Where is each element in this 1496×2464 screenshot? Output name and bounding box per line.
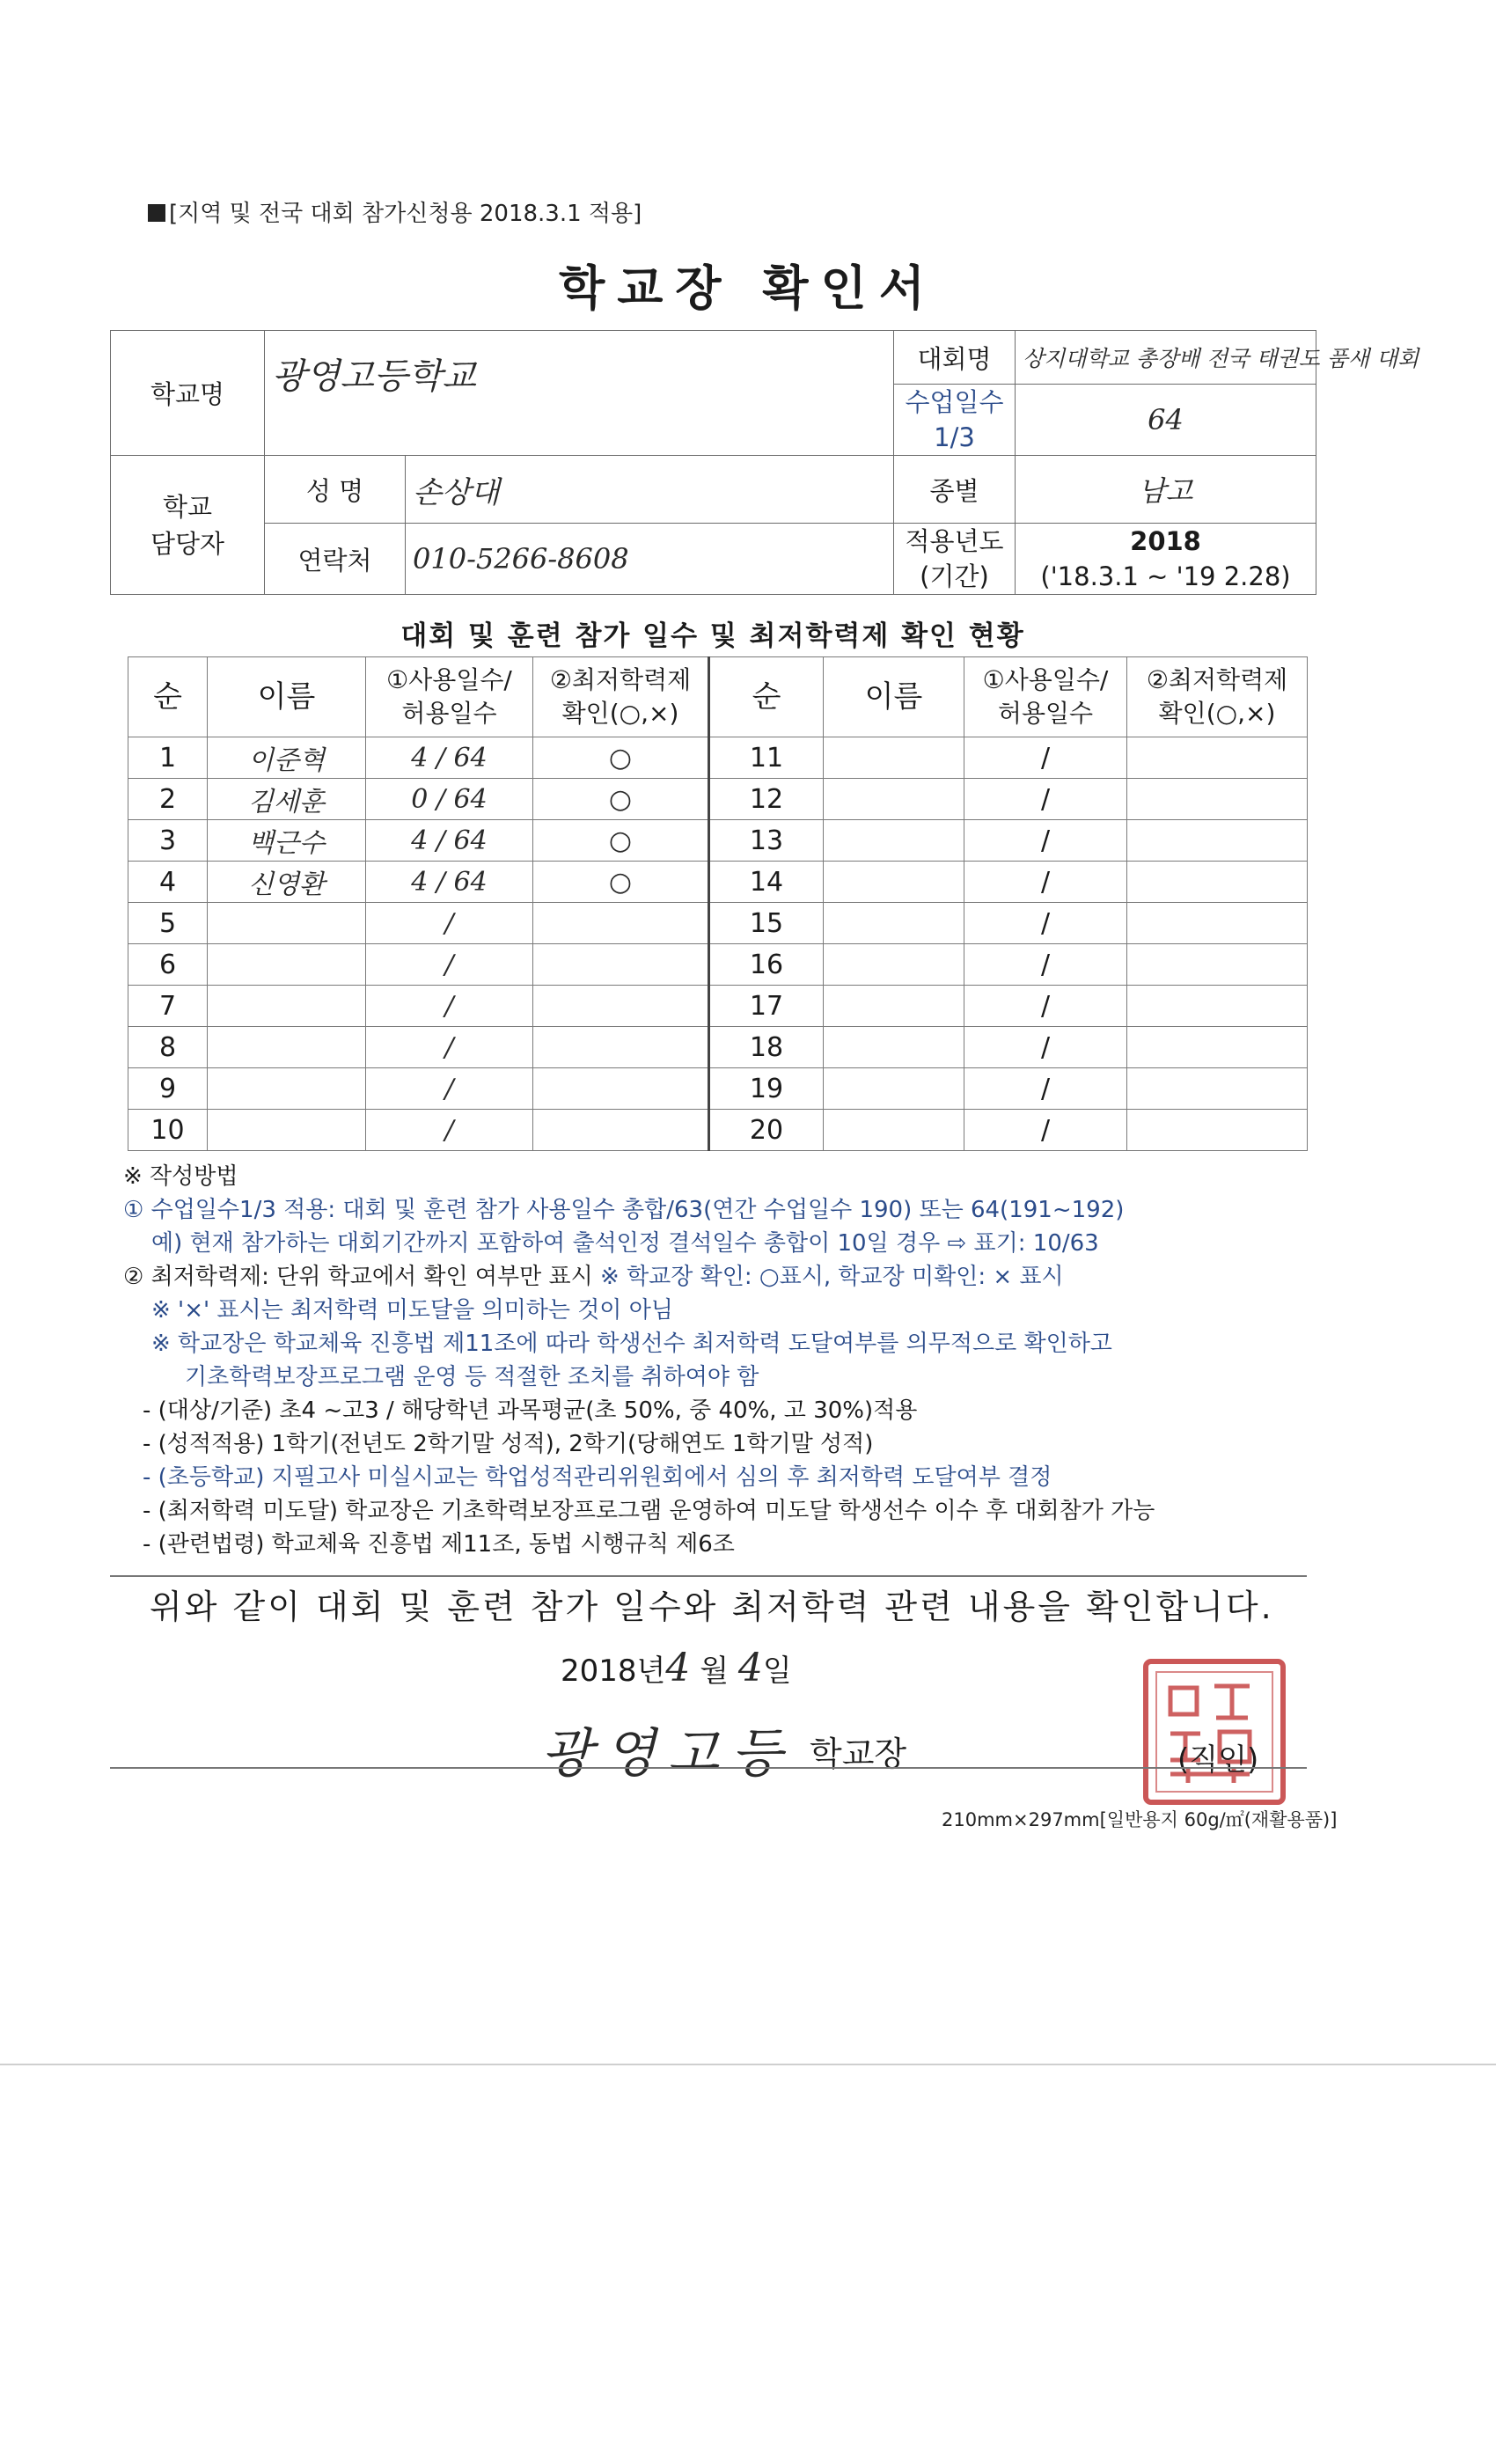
row-number: 1 bbox=[128, 737, 208, 779]
days-used: 4 / 64 bbox=[366, 737, 533, 779]
row-number: 10 bbox=[128, 1110, 208, 1151]
days-used: / bbox=[366, 986, 533, 1027]
col-header-no-right: 순 bbox=[709, 657, 824, 737]
contact-value: 010-5266-8608 bbox=[413, 542, 629, 576]
row-number: 19 bbox=[709, 1068, 824, 1110]
date-year: 2018년 bbox=[561, 1654, 666, 1689]
student-name bbox=[824, 737, 964, 779]
table-row bbox=[128, 986, 1308, 1027]
row-number: 18 bbox=[709, 1027, 824, 1068]
note-1a: ① 수업일수1/3 적용: 대회 및 훈련 참가 사용일수 총합/63(연간 수업일수 190) 또는 64(191~192) bbox=[123, 1197, 1125, 1223]
manager-label-line1: 학교 bbox=[162, 491, 213, 522]
student-name bbox=[208, 1068, 366, 1110]
col-header-days-right bbox=[964, 657, 1127, 737]
detail-3: - (초등학교) 지필고사 미실시교는 학업성적관리위원회에서 심의 후 최저학력 도달여부 결정 bbox=[143, 1464, 1052, 1491]
header-note bbox=[148, 195, 642, 228]
row-number: 13 bbox=[709, 820, 824, 862]
table-row bbox=[128, 1027, 1308, 1068]
row-number: 5 bbox=[128, 903, 208, 944]
row-number: 4 bbox=[128, 862, 208, 903]
days-used: / bbox=[366, 903, 533, 944]
competition-value: 상지대학교 총장배 전국 태권도 품새 대회 bbox=[1023, 346, 1419, 371]
days-used: / bbox=[964, 1068, 1127, 1110]
category-label: 종별 bbox=[894, 456, 1016, 524]
col-header-days-right-line1: ①사용일수/ bbox=[982, 665, 1109, 694]
student-name bbox=[824, 944, 964, 986]
student-name bbox=[208, 1110, 366, 1151]
row-number: 16 bbox=[709, 944, 824, 986]
class-days-cell bbox=[1016, 385, 1316, 456]
student-name bbox=[824, 820, 964, 862]
divider bbox=[110, 1575, 1307, 1577]
table-row bbox=[128, 944, 1308, 986]
student-name bbox=[824, 1110, 964, 1151]
row-number: 3 bbox=[128, 820, 208, 862]
header-note-text: [지역 및 전국 대회 참가신청용 2018.3.1 적용] bbox=[169, 201, 642, 227]
table-row bbox=[128, 820, 1308, 862]
year-cell bbox=[1016, 524, 1316, 595]
student-name: 이준혁 bbox=[208, 737, 366, 779]
min-academic-check bbox=[533, 1068, 709, 1110]
detail-4: - (최저학력 미도달) 학교장은 기초학력보장프로그램 운영하여 미도달 학생선수 이수 후 대회참가 가능 bbox=[143, 1498, 1155, 1524]
student-name bbox=[208, 1027, 366, 1068]
min-academic-check bbox=[1127, 1027, 1308, 1068]
manager-label-line2: 담당자 bbox=[150, 528, 225, 559]
row-number: 17 bbox=[709, 986, 824, 1027]
col-header-name-right: 이름 bbox=[824, 657, 964, 737]
days-used: / bbox=[964, 1027, 1127, 1068]
min-academic-check bbox=[533, 1027, 709, 1068]
row-number: 14 bbox=[709, 862, 824, 903]
days-used: / bbox=[964, 986, 1127, 1027]
days-used: / bbox=[964, 944, 1127, 986]
year-label bbox=[894, 524, 1016, 595]
col-header-days-line2: 허용일수 bbox=[401, 699, 497, 728]
school-label: 학교명 bbox=[111, 331, 265, 456]
row-number: 2 bbox=[128, 779, 208, 820]
min-academic-check bbox=[533, 944, 709, 986]
scan-edge bbox=[0, 2064, 1496, 2065]
student-name bbox=[824, 903, 964, 944]
document-title: 학교장 확인서 bbox=[559, 260, 937, 316]
student-name: 신영환 bbox=[208, 862, 366, 903]
detail-1: - (대상/기준) 초4 ~고3 / 해당학년 과목평균(초 50%, 중 40%, 고 30%)적용 bbox=[143, 1397, 918, 1424]
name-value: 손상대 bbox=[413, 474, 500, 510]
col-header-min-right-line2: 확인(○,×) bbox=[1158, 699, 1276, 728]
col-header-min-line2: 확인(○,×) bbox=[561, 699, 679, 728]
class-days-label bbox=[894, 385, 1016, 456]
min-academic-check bbox=[1127, 1110, 1308, 1151]
official-seal-stamp bbox=[1135, 1653, 1294, 1811]
date-day: 4 bbox=[737, 1646, 763, 1690]
days-used: / bbox=[964, 903, 1127, 944]
col-header-days bbox=[366, 657, 533, 737]
table-row bbox=[128, 1068, 1308, 1110]
note-2b: ※ 학교장 확인: ○표시, 학교장 미확인: × 표시 bbox=[600, 1264, 1064, 1290]
col-header-min-right-line1: ②최저학력제 bbox=[1146, 665, 1288, 694]
name-cell bbox=[406, 456, 894, 524]
note-2 bbox=[123, 1260, 1373, 1294]
row-number: 15 bbox=[709, 903, 824, 944]
section-title: 대회 및 훈련 참가 일수 및 최저학력제 확인 현황 bbox=[400, 620, 1025, 652]
min-academic-check bbox=[533, 1110, 709, 1151]
min-academic-check bbox=[1127, 944, 1308, 986]
contact-cell bbox=[406, 524, 894, 595]
days-used: / bbox=[964, 737, 1127, 779]
days-used: / bbox=[366, 1110, 533, 1151]
note-1b: 예) 현재 참가하는 대회기간까지 포함하여 출석인정 결석일수 총합이 10일 경우 ⇨ 표기: 10/63 bbox=[151, 1230, 1099, 1257]
table-row bbox=[128, 737, 1308, 779]
min-academic-check: ○ bbox=[533, 862, 709, 903]
notes-heading: ※ 작성방법 bbox=[123, 1163, 238, 1190]
student-name: 김세훈 bbox=[208, 779, 366, 820]
col-header-name: 이름 bbox=[208, 657, 366, 737]
name-label: 성 명 bbox=[265, 456, 406, 524]
row-number: 9 bbox=[128, 1068, 208, 1110]
min-academic-check bbox=[1127, 862, 1308, 903]
min-academic-check: ○ bbox=[533, 737, 709, 779]
min-academic-check: ○ bbox=[533, 820, 709, 862]
row-number: 6 bbox=[128, 944, 208, 986]
contact-label: 연락처 bbox=[265, 524, 406, 595]
days-used: / bbox=[964, 862, 1127, 903]
detail-5: - (관련법령) 학교체육 진흥법 제11조, 동법 시행규칙 제6조 bbox=[143, 1531, 735, 1558]
row-number: 8 bbox=[128, 1027, 208, 1068]
info-table bbox=[110, 330, 1419, 595]
class-days-fraction: 1/3 bbox=[934, 422, 975, 452]
year-value: 2018 bbox=[1130, 526, 1201, 556]
note-2a: ② 최저학력제: 단위 학교에서 확인 여부만 표시 bbox=[123, 1264, 593, 1290]
min-academic-check bbox=[1127, 903, 1308, 944]
table-row bbox=[128, 903, 1308, 944]
min-academic-check bbox=[1127, 986, 1308, 1027]
confirmation-date bbox=[561, 1646, 792, 1690]
student-name bbox=[824, 1027, 964, 1068]
year-label-sub: (기간) bbox=[920, 561, 989, 591]
days-used: / bbox=[964, 1110, 1127, 1151]
school-cell bbox=[265, 331, 894, 456]
paper-spec-footer: 210mm×297mm[일반용지 60g/㎡(재활용품)] bbox=[942, 1809, 1338, 1830]
days-used: 4 / 64 bbox=[366, 820, 533, 862]
competition-cell bbox=[1016, 331, 1419, 385]
date-day-unit: 일 bbox=[762, 1654, 792, 1689]
col-header-days-right-line2: 허용일수 bbox=[997, 699, 1094, 728]
student-name bbox=[824, 862, 964, 903]
handwritten-school-signature: 광영고등 bbox=[541, 1723, 795, 1785]
category-value: 남고 bbox=[1138, 474, 1193, 508]
student-name bbox=[824, 986, 964, 1027]
seal-label: (직인) bbox=[1177, 1742, 1259, 1778]
bottom-rule bbox=[110, 1767, 1307, 1769]
min-academic-check: ○ bbox=[533, 779, 709, 820]
row-number: 12 bbox=[709, 779, 824, 820]
days-used: / bbox=[964, 820, 1127, 862]
min-academic-check bbox=[533, 986, 709, 1027]
col-header-no: 순 bbox=[128, 657, 208, 737]
student-name bbox=[208, 986, 366, 1027]
student-name bbox=[208, 903, 366, 944]
days-used: / bbox=[366, 1068, 533, 1110]
class-days-label-text: 수업일수 bbox=[905, 387, 1004, 417]
row-number: 7 bbox=[128, 986, 208, 1027]
row-number: 20 bbox=[709, 1110, 824, 1151]
min-academic-check bbox=[1127, 1068, 1308, 1110]
col-header-min bbox=[533, 657, 709, 737]
participation-table bbox=[128, 656, 1308, 1151]
competition-label: 대회명 bbox=[894, 331, 1016, 385]
note-3: ※ '×' 표시는 최저학력 미도달을 의미하는 것이 아님 bbox=[151, 1297, 673, 1324]
student-name bbox=[208, 944, 366, 986]
col-header-min-right bbox=[1127, 657, 1308, 737]
row-number: 11 bbox=[709, 737, 824, 779]
col-header-min-line1: ②최저학력제 bbox=[549, 665, 692, 694]
table-row bbox=[128, 862, 1308, 903]
days-used: 4 / 64 bbox=[366, 862, 533, 903]
category-cell bbox=[1016, 456, 1316, 524]
table-row bbox=[128, 779, 1308, 820]
col-header-days-line1: ①사용일수/ bbox=[386, 665, 512, 694]
confirmation-statement: 위와 같이 대회 및 훈련 참가 일수와 최저학력 관련 내용을 확인합니다. bbox=[150, 1588, 1274, 1626]
class-days-value: 64 bbox=[1148, 403, 1184, 436]
min-academic-check bbox=[533, 903, 709, 944]
note-4a: ※ 학교장은 학교체육 진흥법 제11조에 따라 학생선수 최저학력 도달여부를 의무적으로 확인하고 bbox=[151, 1331, 1112, 1357]
date-month-unit: 월 bbox=[700, 1654, 730, 1689]
min-academic-check bbox=[1127, 737, 1308, 779]
year-label-text: 적용년도 bbox=[905, 526, 1004, 556]
min-academic-check bbox=[1127, 820, 1308, 862]
student-name bbox=[824, 1068, 964, 1110]
table-header-row bbox=[128, 657, 1308, 737]
min-academic-check bbox=[1127, 779, 1308, 820]
school-value: 광영고등학교 bbox=[272, 356, 476, 397]
days-used: / bbox=[366, 944, 533, 986]
year-period: ('18.3.1 ~ '19 2.28) bbox=[1040, 561, 1291, 591]
student-name: 백근수 bbox=[208, 820, 366, 862]
notes-section bbox=[123, 1160, 1373, 1561]
note-4b: 기초학력보장프로그램 운영 등 적절한 조치를 취하여야 함 bbox=[185, 1364, 759, 1390]
date-month: 4 bbox=[665, 1646, 691, 1690]
days-used: 0 / 64 bbox=[366, 779, 533, 820]
table-row bbox=[128, 1110, 1308, 1151]
manager-label bbox=[111, 456, 265, 595]
principal-label: 학교장 bbox=[810, 1734, 907, 1773]
detail-2: - (성적적용) 1학기(전년도 2학기말 성적), 2학기(당해연도 1학기말 성적) bbox=[143, 1431, 874, 1457]
table-body bbox=[128, 737, 1308, 1151]
student-name bbox=[824, 779, 964, 820]
days-used: / bbox=[964, 779, 1127, 820]
square-bullet-icon bbox=[148, 204, 165, 222]
days-used: / bbox=[366, 1027, 533, 1068]
